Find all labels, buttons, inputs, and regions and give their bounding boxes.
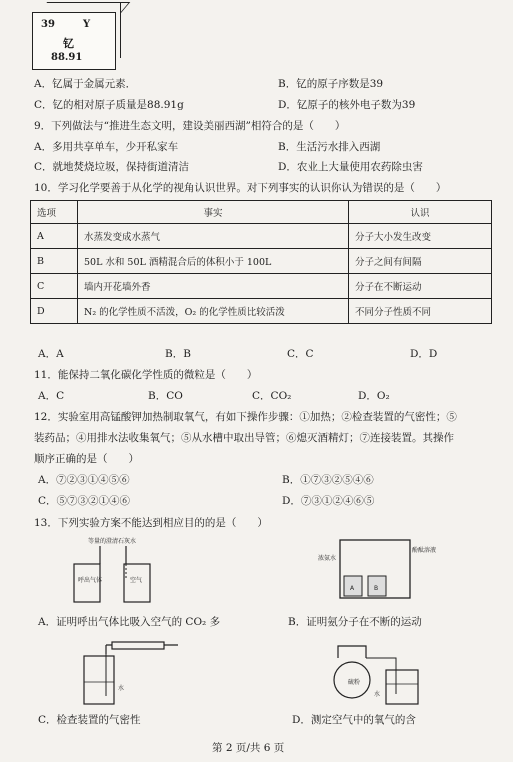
q11-stem: 11．能保持二氧化碳化学性质的微粒是（ ） [34,369,258,381]
q8-option-a: A．钇属于金属元素． [34,78,137,90]
bottle [84,656,114,704]
table-row [31,224,492,249]
diagram-a-bottles [66,536,158,604]
q10-answer-c: C．C [287,348,314,360]
row-a-fact: 水蒸发变成水蒸气 [78,224,349,249]
atomic-number: 39 [41,19,55,30]
q8-option-b: B．钇的原子序数是39 [278,78,384,90]
header-option: 选项 [31,201,78,224]
water-beaker [386,670,418,704]
q11-option-a: A．C [38,390,65,402]
q12-option-a: A．⑦②③①④⑤⑥ [38,474,130,486]
q8-option-d: D．钇原子的核外电子数为39 [278,99,416,111]
diagram-b-right-label: 酚酞溶液 [412,547,437,554]
q12-option-d: D．⑦③①②④⑥⑤ [282,495,375,507]
q13-stem: 13．下列实验方案不能达到相应目的的是（ ） [34,517,268,529]
header-fact: 事实 [78,201,349,224]
row-b-option: B [31,249,78,274]
q11-option-d: D．O₂ [358,390,390,402]
q13-option-c: C．检查装置的气密性 [38,714,141,726]
row-c-fact: 墙内开花墙外香 [78,274,349,299]
row-a-understanding: 分子大小发生改变 [349,224,492,249]
q8-option-c: C．钇的相对原子质量是88.91g [34,99,184,111]
q13-option-d: D．测定空气中的氧气的含 [292,714,416,726]
diagram-d-water-label: 水 [374,691,381,698]
q12-option-c: C．⑤⑦③②①④⑥ [38,495,131,507]
diagram-b-left-label: 浓氨水 [318,555,337,562]
row-d-fact: N₂ 的化学性质不活泼，O₂ 的化学性质比较活泼 [78,299,349,324]
q12-option-b: B．①⑦③②⑤④⑥ [282,474,374,486]
row-d-option: D [31,299,78,324]
row-b-understanding: 分子之间有间隔 [349,249,492,274]
diagram-d-flask-label: 硫粉 [348,679,361,686]
diagram-b-ammonia [318,536,438,602]
table-header-row [31,201,492,224]
q9-option-d: D．农业上大量使用农药除虫害 [278,161,423,173]
q9-option-b: B．生活污水排入西湖 [278,141,381,153]
row-c-option: C [31,274,78,299]
diagram-b-beaker-a-label: A [350,585,355,592]
q11-option-c: C．CO₂ [252,390,292,402]
diagram-a-left-label: 呼出气体 [78,577,103,584]
atomic-mass: 88.91 [51,52,83,63]
row-b-fact: 50L 水和 50L 酒精混合后的体积小于 100L [78,249,349,274]
diagram-c-water-label: 水 [118,685,125,692]
element-tile [32,12,116,70]
q13-option-b: B．证明氨分子在不断的运动 [288,616,422,628]
diagram-a-top-label: 等量的澄清石灰水 [88,538,137,545]
q12-stem-line-1: 12．实验室用高锰酸钾加热制取氧气，有如下操作步骤：①加热；②检查装置的气密性；⑤ [34,411,457,423]
q10-answer-d: D．D [410,348,438,360]
element-symbol: Y [83,19,91,30]
syringe [112,642,164,649]
q10-table [30,200,492,324]
q13-option-a: A．证明呼出气体比吸入空气的 CO₂ 多 [38,616,221,628]
q9-stem: 9．下列做法与“推进生态文明，建设美丽西湖”相符合的是（ ） [34,120,346,132]
q9-option-c: C．就地焚烧垃圾，保持街道清洁 [34,161,190,173]
diagram-b-beaker-b-label: B [374,585,379,592]
q12-stem-line-3: 顺序正确的是（ ） [34,453,139,465]
table-row [31,299,492,324]
diagram-a-right-label: 空气 [130,577,143,584]
row-d-understanding: 不同分子性质不同 [349,299,492,324]
page-footer: 第 2 页/共 6 页 [212,742,285,754]
table-row [31,249,492,274]
q10-answer-b: B．B [165,348,191,360]
q9-option-a: A．多用共享单车，少开私家车 [34,141,179,153]
element-name: 钇 [63,37,74,50]
table-row [31,274,492,299]
q12-stem-line-2: 装药品；④用排水法收集氧气；⑤从水槽中取出导管；⑥熄灭酒精灯；⑦连接装置。其操作 [34,432,454,444]
diagram-c-syringe [70,636,180,708]
header-understanding: 认识 [349,201,492,224]
q10-answer-a: A．A [38,348,64,360]
diagram-d-oxygen [330,636,426,708]
q11-option-b: B．CO [148,390,183,402]
row-c-understanding: 分子在不断运动 [349,274,492,299]
row-a-option: A [31,224,78,249]
q10-stem: 10．学习化学要善于从化学的视角认识世界。对下列事实的认识你认为错误的是（ ） [34,182,447,194]
